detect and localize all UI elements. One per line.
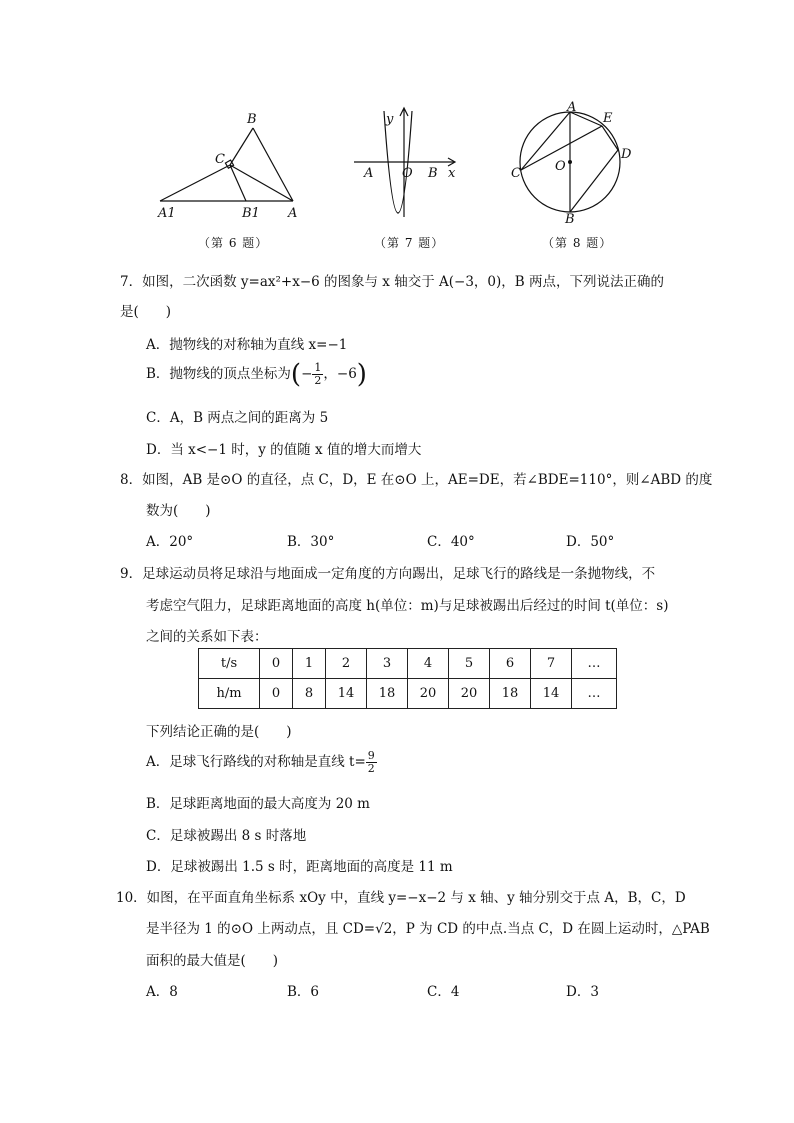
table-cell: 4 bbox=[408, 649, 449, 679]
fig8-label-a: A bbox=[567, 100, 577, 115]
fig7-label-x: x bbox=[448, 166, 456, 181]
table-cell: 20 bbox=[408, 679, 449, 709]
height-time-table bbox=[198, 648, 617, 709]
q9-option-a-den: 2 bbox=[367, 762, 375, 775]
q10-option-c: C．4 bbox=[427, 984, 460, 1000]
q7-option-b-suffix: ，−6 bbox=[323, 366, 357, 382]
table-cell: 0 bbox=[260, 649, 293, 679]
fig8-label-d: D bbox=[621, 147, 632, 162]
fig6-label-b: B bbox=[247, 112, 257, 127]
table-cell: 0 bbox=[260, 679, 293, 709]
figure-7-diagram bbox=[348, 105, 463, 225]
q10-stem-line2: 是半径为 1 的⊙O 上两动点，且 CD=√2，P 为 CD 的中点.当点 C，D 在圆上运动时，△PAB bbox=[146, 921, 710, 937]
table-row bbox=[199, 649, 617, 679]
table-cell: 18 bbox=[490, 679, 531, 709]
table-cell: 5 bbox=[449, 649, 490, 679]
q7-option-b: B．抛物线的顶点坐标为(− $\frac{1}{2}$ ，−6) bbox=[146, 359, 367, 390]
table-cell: 1 bbox=[293, 649, 326, 679]
table-cell: 20 bbox=[449, 679, 490, 709]
fig6-label-c: C bbox=[215, 152, 225, 167]
table-cell: 3 bbox=[367, 649, 408, 679]
fig7-label-o: O bbox=[402, 166, 413, 181]
q10-option-b: B．6 bbox=[287, 984, 320, 1000]
q9-stem-line2: 考虑空气阻力，足球距离地面的高度 h(单位：m)与足球被踢出后经过的时间 t(单位：s) bbox=[146, 598, 669, 614]
figure-6-diagram bbox=[150, 105, 310, 225]
q7-option-b-den: 2 bbox=[314, 374, 322, 387]
q9-option-c: C．足球被踢出 8 s 时落地 bbox=[146, 828, 307, 844]
table-cell: 14 bbox=[531, 679, 572, 709]
fig7-label-a: A bbox=[364, 166, 374, 181]
fig6-label-b1: B1 bbox=[242, 206, 260, 221]
q9-prompt: 下列结论正确的是( ) bbox=[146, 724, 292, 740]
fig8-label-e: E bbox=[603, 111, 613, 126]
q7-option-c: C．A，B 两点之间的距离为 5 bbox=[146, 410, 329, 426]
table-cell: … bbox=[572, 649, 617, 679]
q10-option-a: A．8 bbox=[146, 984, 178, 1000]
figure-8-diagram bbox=[505, 100, 640, 225]
q8-option-b: B．30° bbox=[287, 534, 335, 550]
q8-option-a: A．20° bbox=[146, 534, 194, 550]
q8-option-c: C．40° bbox=[427, 534, 475, 550]
q7-stem-line1: 7．如图，二次函数 y=ax²+x−6 的图象与 x 轴交于 A(−3，0)，B 两点，下列说法正确的 bbox=[120, 274, 664, 290]
table-cell: 8 bbox=[293, 679, 326, 709]
q7-option-b-prefix: B．抛物线的顶点坐标为 bbox=[146, 366, 291, 382]
q9-option-a bbox=[146, 750, 377, 775]
fig6-label-a1: A1 bbox=[158, 206, 176, 221]
table-header-t: t/s bbox=[199, 649, 260, 679]
fig8-label-o: O bbox=[555, 159, 566, 174]
q9-option-a-num: 9 bbox=[367, 749, 375, 762]
q8-option-d: D．50° bbox=[566, 534, 615, 550]
q7-stem-line2: 是( ) bbox=[120, 304, 172, 320]
table-cell: 6 bbox=[490, 649, 531, 679]
q7-option-b-num: 1 bbox=[314, 361, 322, 374]
table-cell: 7 bbox=[531, 649, 572, 679]
table-header-h: h/m bbox=[199, 679, 260, 709]
table-cell: 18 bbox=[367, 679, 408, 709]
table-row bbox=[199, 679, 617, 709]
q7-option-a: A．抛物线的对称轴为直线 x=−1 bbox=[146, 337, 348, 353]
q9-option-b: B．足球距离地面的最大高度为 20 m bbox=[146, 796, 370, 812]
q9-stem-line1: 9．足球运动员将足球沿与地面成一定角度的方向踢出，足球飞行的路线是一条抛物线，不 bbox=[120, 566, 656, 582]
q9-option-a-prefix: A．足球飞行路线的对称轴是直线 t= bbox=[146, 754, 366, 770]
figure-7-caption: （第 7 题） bbox=[374, 236, 445, 250]
q8-stem-line1: 8．如图，AB 是⊙O 的直径，点 C，D，E 在⊙O 上，AE=DE，若∠BDE=110°，则∠ABD 的度 bbox=[120, 472, 713, 488]
fig8-label-c: C bbox=[511, 166, 521, 181]
q9-option-d: D．足球被踢出 1.5 s 时，距离地面的高度是 11 m bbox=[146, 859, 453, 875]
figure-8-caption: （第 8 题） bbox=[542, 236, 613, 250]
fig8-label-b: B bbox=[565, 212, 575, 225]
fig7-label-b: B bbox=[428, 166, 438, 181]
q8-stem-line2: 数为( ) bbox=[146, 503, 211, 519]
q9-stem-line3: 之间的关系如下表： bbox=[146, 629, 268, 645]
table-cell: … bbox=[572, 679, 617, 709]
table-cell: 14 bbox=[326, 679, 367, 709]
table-cell: 2 bbox=[326, 649, 367, 679]
q10-stem-line1: 10．如图，在平面直角坐标系 xOy 中，直线 y=−x−2 与 x 轴、y 轴分别交于点 A，B，C，D bbox=[116, 890, 686, 906]
fig7-label-y: y bbox=[386, 112, 394, 127]
q10-option-d: D．3 bbox=[566, 984, 599, 1000]
q7-option-d: D．当 x<−1 时，y 的值随 x 值的增大而增大 bbox=[146, 442, 422, 458]
figure-6-caption: （第 6 题） bbox=[198, 236, 269, 250]
q10-stem-line3: 面积的最大值是( ) bbox=[146, 953, 279, 969]
fig6-label-a: A bbox=[288, 206, 298, 221]
